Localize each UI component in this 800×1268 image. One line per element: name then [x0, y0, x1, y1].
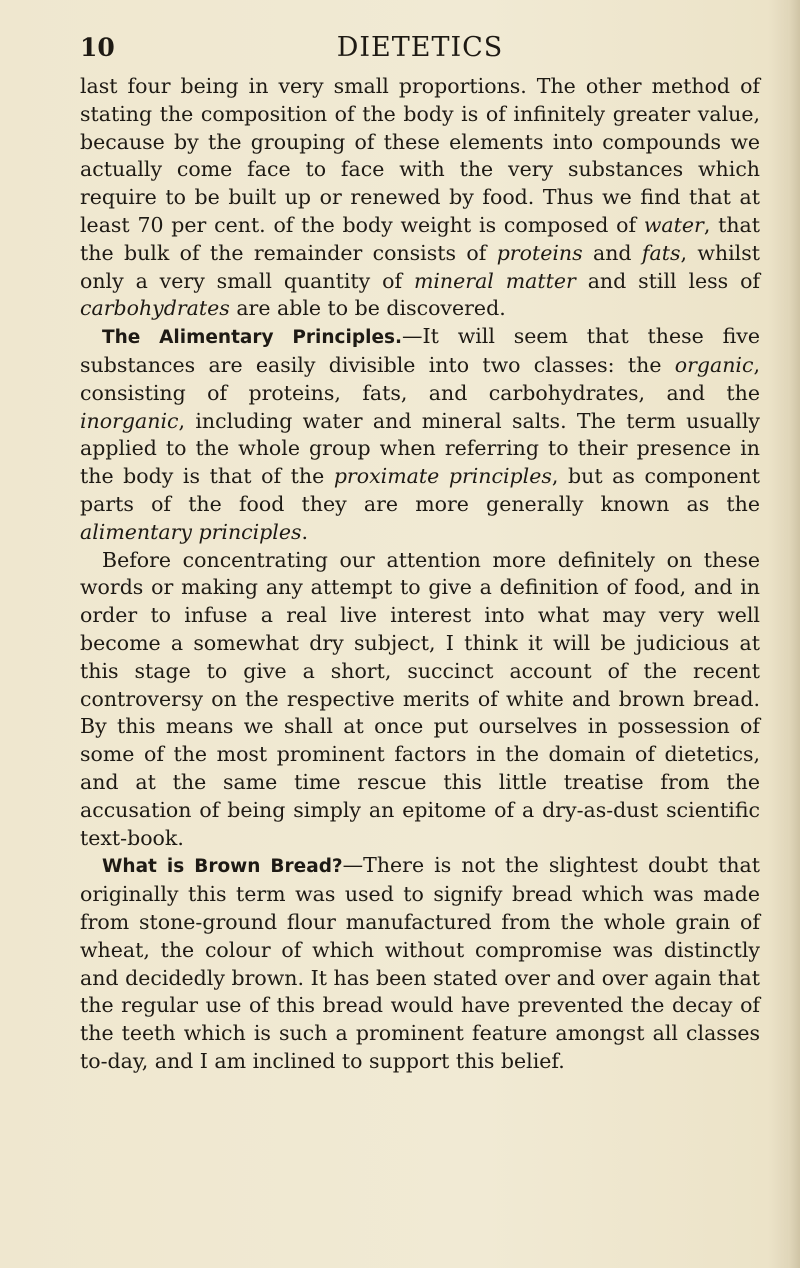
text-run: and	[582, 240, 642, 265]
italic-term: organic	[674, 352, 754, 377]
section-sidehead: What is Brown Bread?	[102, 856, 343, 878]
paragraph	[80, 73, 760, 323]
text-run: —There is not the slightest doubt that originally this term was used to signify bread which was made from stone-ground flour manufactured from the whole grain of wheat, the colour of which without compromise was distinctly and decidedly brown. It has been stated over and over again that the regular use of this bread would have prevented the decay of the teeth which is such a prominent feature amongst all classes to-day, and I am inclined to support this belief.	[80, 853, 760, 1073]
text-run: , whilst only a very small quantity of	[80, 240, 760, 293]
page-header	[80, 30, 760, 66]
text-run: .	[301, 519, 309, 544]
text-run: Before concentrating our attention more definitely on these words or making any attempt to give a definition of food, and in order to infuse a real live interest into what may very well become a somewhat dry subject, I think it will be judicious at this stage to give a short, succinct account of the recent controversy on the respective merits of white and brown bread. By this means we shall at once put ourselves in possession of some of the most prominent factors in the domain of dietetics, and at the same time rescue this little treatise from the accusation of being simply an epitome of a dry-as-dust scientific text-book.	[80, 547, 760, 850]
italic-term: carbohydrates	[80, 296, 230, 321]
italic-term: inorganic	[80, 408, 179, 433]
text-run: last four being in very small proportions. The other method of stating the composition of the body is of infinitely greater value, because by the grouping of these elements into compounds we actually come face to face with the very substances which require to be built up or renewed by food. Thus we find that at least 70 per cent. of the body weight is composed of	[80, 74, 760, 237]
italic-term: alimentary principles	[80, 519, 302, 544]
italic-term: proximate principles	[333, 464, 552, 489]
text-run: and still less of	[575, 268, 761, 293]
italic-term: water	[643, 212, 704, 237]
paragraph	[80, 547, 760, 853]
page-number: 10	[80, 33, 115, 62]
text-run: are able to be discovered.	[229, 296, 506, 321]
text-run: —It will seem that these five substances are easily divisible into two classes: the	[80, 324, 760, 377]
text-run: , including water and mineral salts. The term usually applied to the whole group when referring to their presence in the body is that of the	[80, 408, 760, 489]
text-run: , consisting of proteins, fats, and carbohydrates, and the	[80, 352, 760, 405]
paragraph	[80, 852, 760, 1075]
running-title: DIETETICS	[336, 32, 504, 63]
body-text	[80, 73, 760, 1076]
italic-term: mineral matter	[413, 268, 576, 293]
page-edge	[788, 0, 800, 1268]
paragraph	[80, 323, 760, 546]
text-run: , that the bulk of the remainder consists of	[80, 212, 761, 265]
italic-term: fats	[641, 240, 681, 265]
section-sidehead: The Alimentary Principles.	[102, 327, 403, 349]
text-run: , but as component parts of the food they are more generally known as the	[80, 464, 760, 516]
italic-term: proteins	[496, 240, 583, 265]
